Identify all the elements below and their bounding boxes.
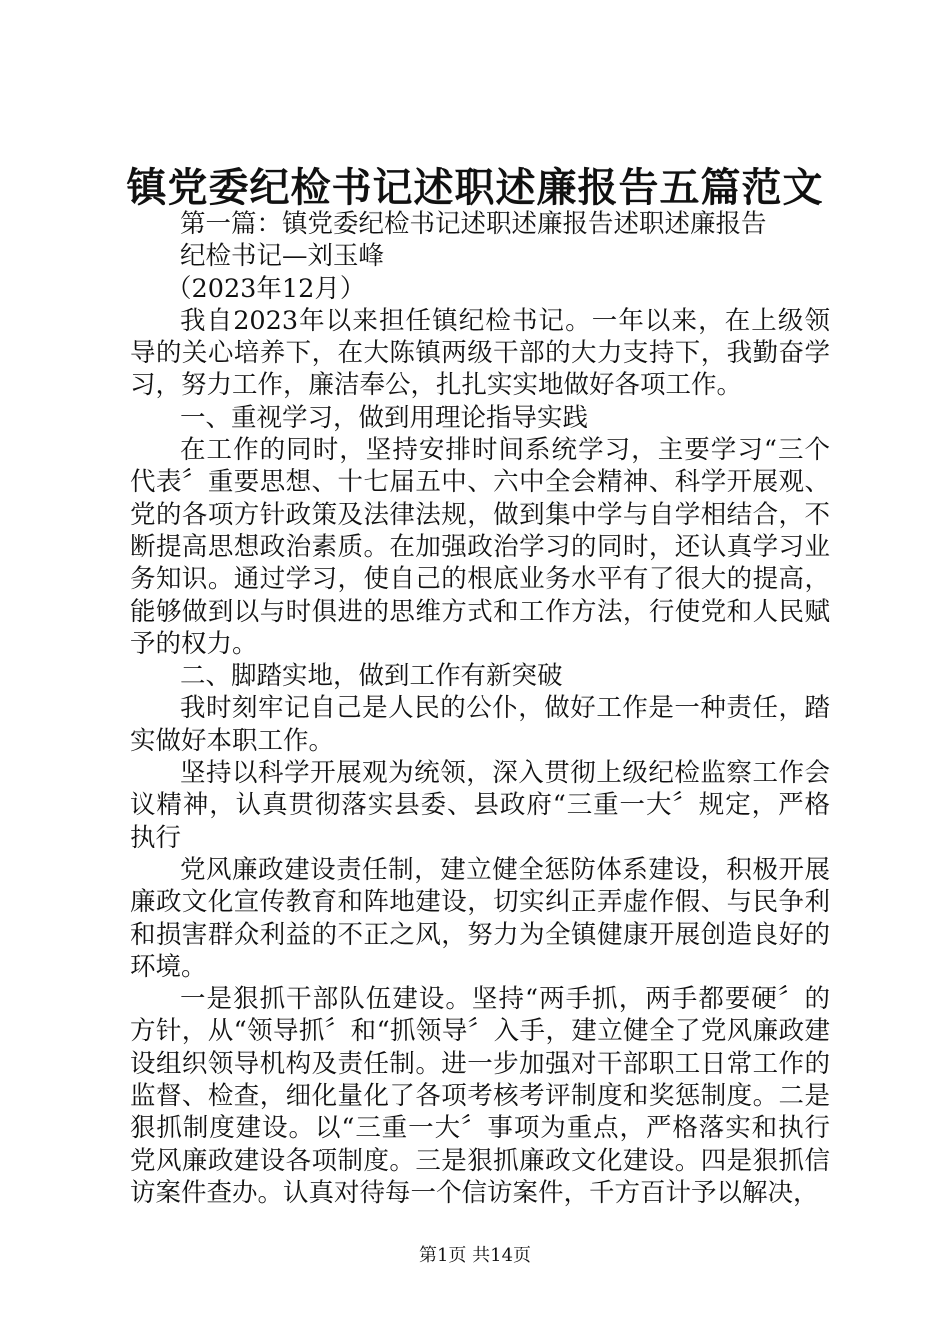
paragraph: 坚持以科学开展观为统领，深入贯彻上级纪检监察工作会议精神，认真贯彻落实县委、县政府“三重一大〞规定，严格执行: [130, 758, 830, 853]
date-line: （2023年12月）: [166, 273, 366, 304]
page-footer: 第1页 共14页: [418, 1245, 532, 1266]
paragraph: 我时刻牢记自己是人民的公仆，做好工作是一种责任，踏实做好本职工作。: [130, 693, 830, 756]
document-title: 镇党委纪检书记述职述廉报告五篇范文: [126, 164, 824, 211]
paragraph: 我自2023年以来担任镇纪检书记。一年以来，在上级领导的关心培养下，在大陈镇两级干部的大力支持下，我勤奋学习，努力工作，廉洁奉公，扎扎实实地做好各项工作。: [130, 305, 830, 401]
paragraph: 党风廉政建设责任制，建立健全惩防体系建设，积极开展廉政文化宣传教育和阵地建设，切实纠正弄虚作假、与民争利和损害群众利益的不正之风，努力为全镇健康开展创造良好的环境。: [130, 854, 830, 982]
section-heading: 二、脚踏实地，做到工作有新突破: [180, 661, 563, 692]
paragraph: 一是狠抓干部队伍建设。坚持“两手抓，两手都要硬〞的方针，从“领导抓〞和“抓领导〞入手，建立健全了党风廉政建设组织领导机构及责任制。进一步加强对干部职工日常工作的监督、检查，细化量化了各项考核考评制度和奖惩制度。二是狠抓制度建设。以“三重一大〞事项为重点，严格落实和执行党风廉政建设各项制度。三是狠抓廉政文化建设。四是狠抓信访案件查办。认真对待每一个信访案件，千方百计予以解决，: [130, 984, 830, 1208]
author-line: 纪检书记—刘玉峰: [180, 241, 385, 272]
paragraph: 在工作的同时，坚持安排时间系统学习，主要学习“三个代表〞重要思想、十七届五中、六中全会精神、科学开展观、党的各项方针政策及法律法规，做到集中学与自学相结合，不断提高思想政治素质。在加强政治学习的同时，还认真学习业务知识。通过学习，使自己的根底业务水平有了很大的提高，能够做到以与时俱进的思维方式和工作方法，行使党和人民赋予的权力。: [130, 435, 830, 659]
subtitle: 第一篇：镇党委纪检书记述职述廉报告述职述廉报告: [180, 209, 767, 239]
document-body: [130, 208, 830, 1209]
section-heading: 一、重视学习，做到用理论指导实践: [180, 402, 589, 433]
